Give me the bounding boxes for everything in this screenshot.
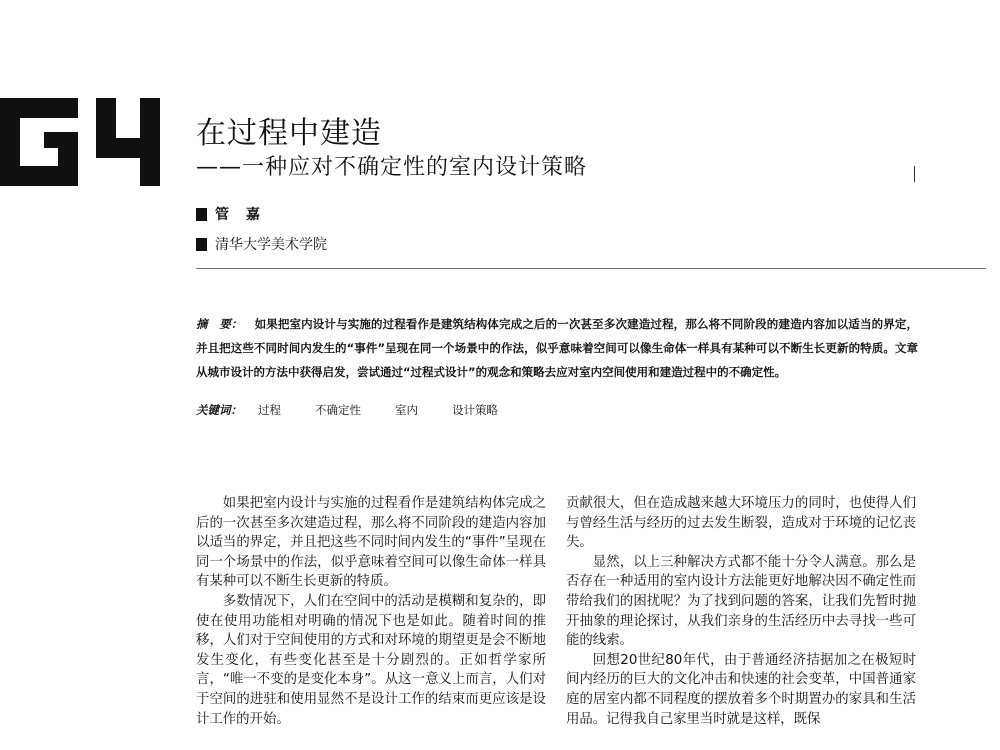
abstract-text: 如果把室内设计与实施的过程看作是建筑结构体完成之后的一次甚至多次建造过程，那么将不同阶段的建造内容加以适当的界定，并且把这些不同时间内发生的“事件”呈现在同一个场景中的作法，似乎意味着空间可以像生命体一样具有某种可以不断生长更新的特质。文章从城市设计的方法中获得启发，尝试通过“过程式设计”的观念和策略去应对室内空间使用和建造过程中的不确定性。 [196, 317, 919, 379]
body-paragraph: 显然，以上三种解决方式都不能十分令人满意。那么是否存在一种适用的室内设计方法能更好地解决因不确定性而带给我们的困扰呢？为了找到问题的答案，让我们先暂时抛开抽象的理论探讨，从我们亲身的生活经历中去寻找一些可能的线索。 [566, 554, 916, 649]
keyword: 室内 [395, 403, 419, 417]
square-bullet-icon [196, 208, 207, 221]
institution-line [196, 234, 327, 254]
keyword: 不确定性 [315, 403, 362, 417]
author-name: 管 嘉 [215, 207, 266, 223]
square-bullet-icon [196, 238, 207, 251]
author-line [196, 204, 266, 224]
keyword: 过程 [258, 403, 282, 417]
body-column-right [566, 494, 916, 729]
body-paragraph: 贡献很大，但在造成越来越大环境压力的同时，也使得人们与曾经生活与经历的过去发生断裂，造成对于环境的记忆丧失。 [566, 496, 916, 551]
body-column-left [196, 494, 546, 729]
body-paragraph: 回想20世纪80年代，由于普通经济拮据加之在极短时间内经历的巨大的文化冲击和快速的社会变革，中国普通家庭的居室内都不同程度的摆放着多个时期置办的家具和生活用品。记得我自己家里当时就是这样，既保 [566, 652, 916, 727]
abstract [196, 312, 918, 384]
body-paragraph: 多数情况下，人们在空间中的活动是模糊和复杂的，即使在使用功能相对明确的情况下也是如此。随着时间的推移，人们对于空间使用的方式和对环境的期望更是会不断地发生变化，有些变化甚至是十分剧烈的。正如哲学家所言，“唯一不变的是变化本身”。从这一意义上而言，人们对于空间的进驻和使用显然不是设计工作的结束而更应该是设计工作的开始。 [196, 593, 546, 727]
article-title: 在过程中建造 [196, 116, 382, 151]
body-paragraph: 如果把室内设计与实施的过程看作是建筑结构体完成之后的一次甚至多次建造过程，那么将不同阶段的建造内容加以适当的界定，并且把这些不同时间内发生的“事件”呈现在同一个场景中的作法，似乎意味着空间可以像生命体一样具有某种可以不断生长更新的特质。 [196, 496, 546, 590]
keywords [196, 402, 528, 418]
article-subtitle: ——一种应对不确定性的室内设计策略 [196, 155, 588, 180]
header-divider [196, 268, 986, 269]
institution-name: 清华大学美术学院 [215, 237, 327, 253]
keyword: 设计策略 [452, 403, 499, 417]
abstract-label: 摘 要： [196, 317, 243, 331]
section-logo-g4 [0, 98, 172, 186]
decorative-vertical-rule [914, 166, 915, 182]
keywords-label: 关键词： [196, 403, 242, 417]
